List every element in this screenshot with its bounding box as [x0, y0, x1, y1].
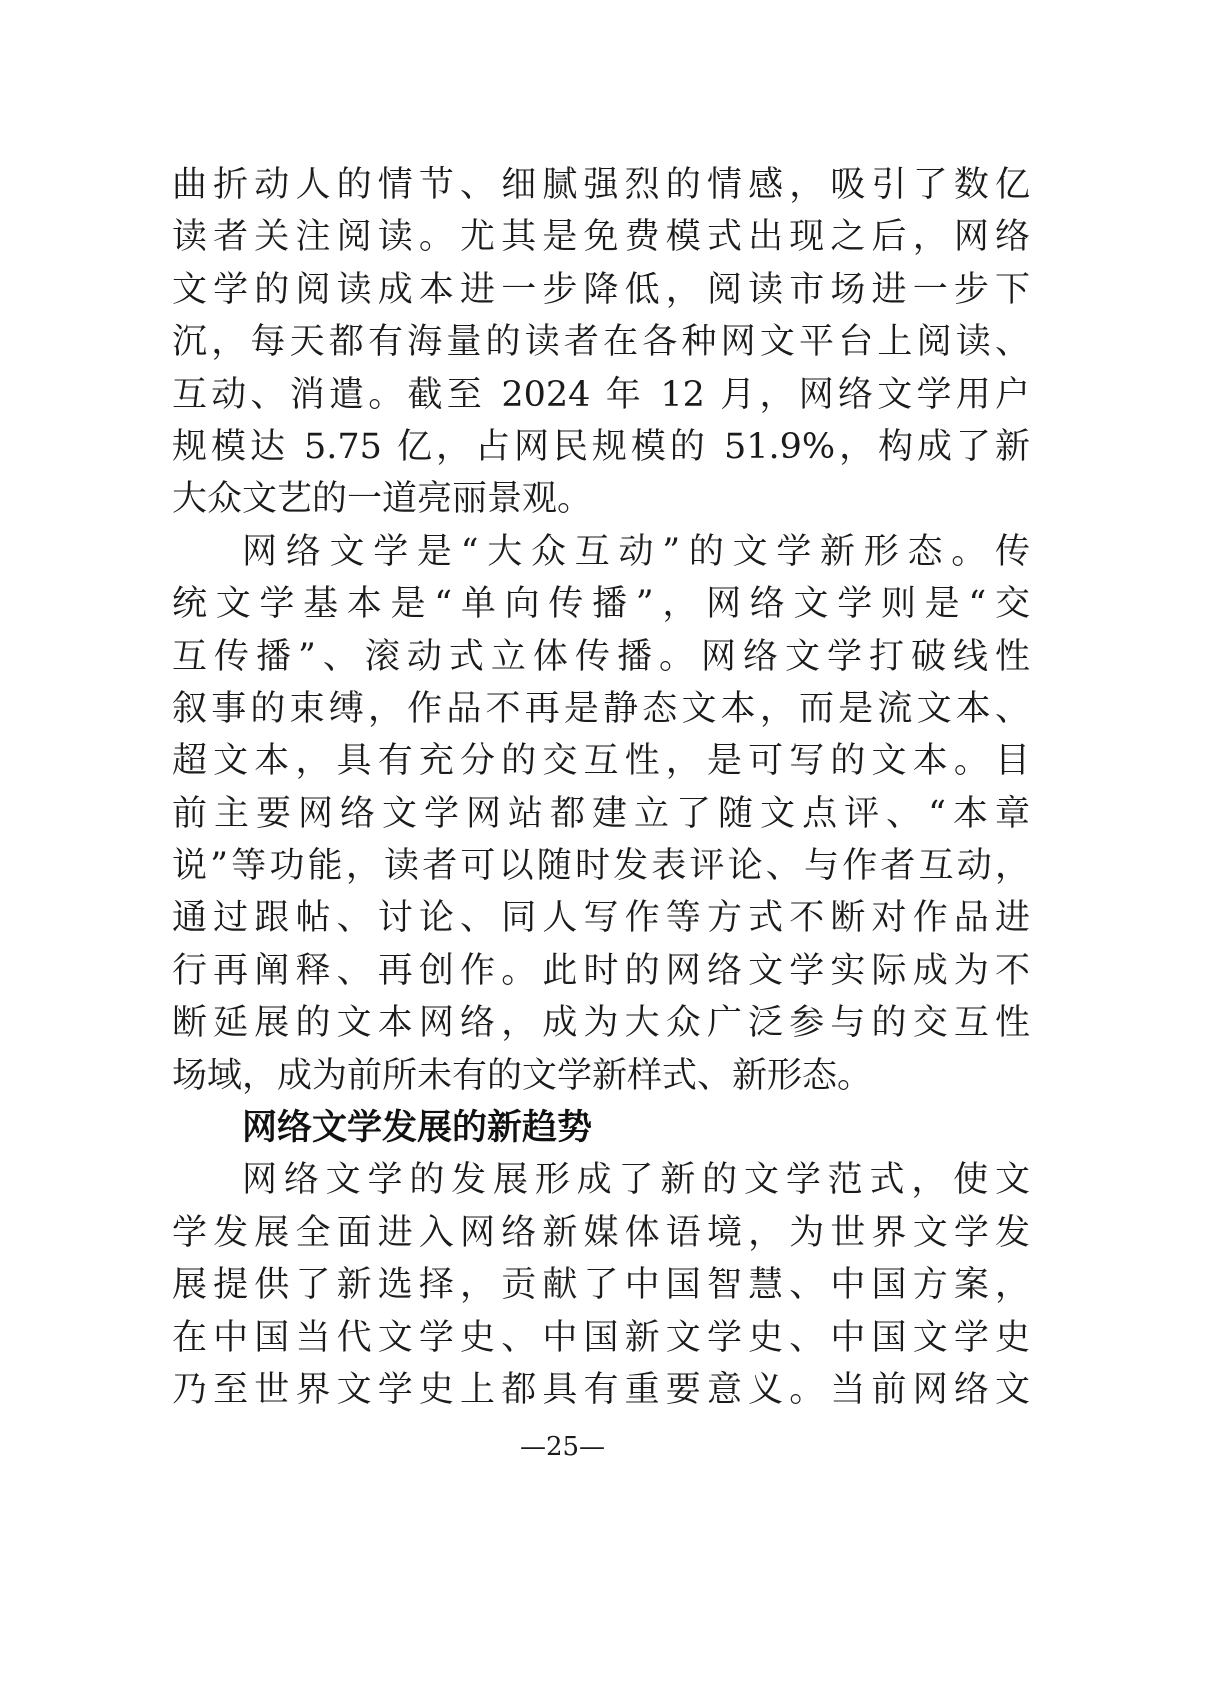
text-line: 网络文学是“大众互动”的文学新形态。传	[242, 531, 1030, 572]
paragraph-1	[172, 159, 1030, 526]
text-line: 乃至世界文学史上都具有重要意义。当前网络文	[172, 1369, 1030, 1410]
body-text	[172, 159, 1030, 1416]
paragraph-3	[172, 1154, 1030, 1416]
text-line: 学发展全面进入网络新媒体语境，为世界文学发	[172, 1212, 1030, 1253]
paragraph-2	[172, 526, 1030, 1102]
text-line: 通过跟帖、讨论、同人写作等方式不断对作品进	[172, 898, 1030, 939]
text-line: 曲折动人的情节、细腻强烈的情感，吸引了数亿	[172, 165, 1030, 205]
text-line: 文学的阅读成本进一步降低，阅读市场进一步下	[172, 269, 1030, 310]
text-line: 读者关注阅读。尤其是免费模式出现之后，网络	[172, 217, 1030, 258]
text-line: 网络文学的发展形成了新的文学范式，使文	[242, 1160, 1030, 1201]
text-line: 在中国当代文学史、中国新文学史、中国文学史	[172, 1317, 1030, 1358]
text-line: 沉，每天都有海量的读者在各种网文平台上阅读、	[172, 322, 1030, 363]
text-line: 断延展的文本网络，成为大众广泛参与的交互性	[172, 1003, 1030, 1044]
page-number: —25—	[519, 1432, 606, 1462]
text-line: 行再阐释、再创作。此时的网络文学实际成为不	[172, 950, 1030, 991]
text-line: 叙事的束缚，作品不再是静态文本，而是流文本、	[172, 688, 1030, 729]
text-line: 大众文艺的一道亮丽景观。	[172, 479, 593, 520]
text-line: 前主要网络文学网站都建立了随文点评、“本章	[172, 793, 1030, 834]
text-line: 规模达 5.75 亿，占网民规模的 51.9%，构成了新	[172, 426, 1030, 467]
text-line: 互传播”、滚动式立体传播。网络文学打破线性	[172, 636, 1030, 677]
text-line: 说”等功能，读者可以随时发表评论、与作者互动，	[172, 846, 1030, 887]
text-line: 统文学基本是“单向传播”，网络文学则是“交	[172, 584, 1030, 625]
section-heading: 网络文学发展的新趋势	[242, 1108, 593, 1149]
text-line: 展提供了新选择，贡献了中国智慧、中国方案，	[172, 1265, 1030, 1306]
text-line: 场域，成为前所未有的文学新样式、新形态。	[172, 1055, 873, 1096]
text-line: 超文本，具有充分的交互性，是可写的文本。目	[172, 741, 1030, 782]
text-line: 互动、消遣。截至 2024 年 12 月，网络文学用户	[172, 374, 1030, 415]
